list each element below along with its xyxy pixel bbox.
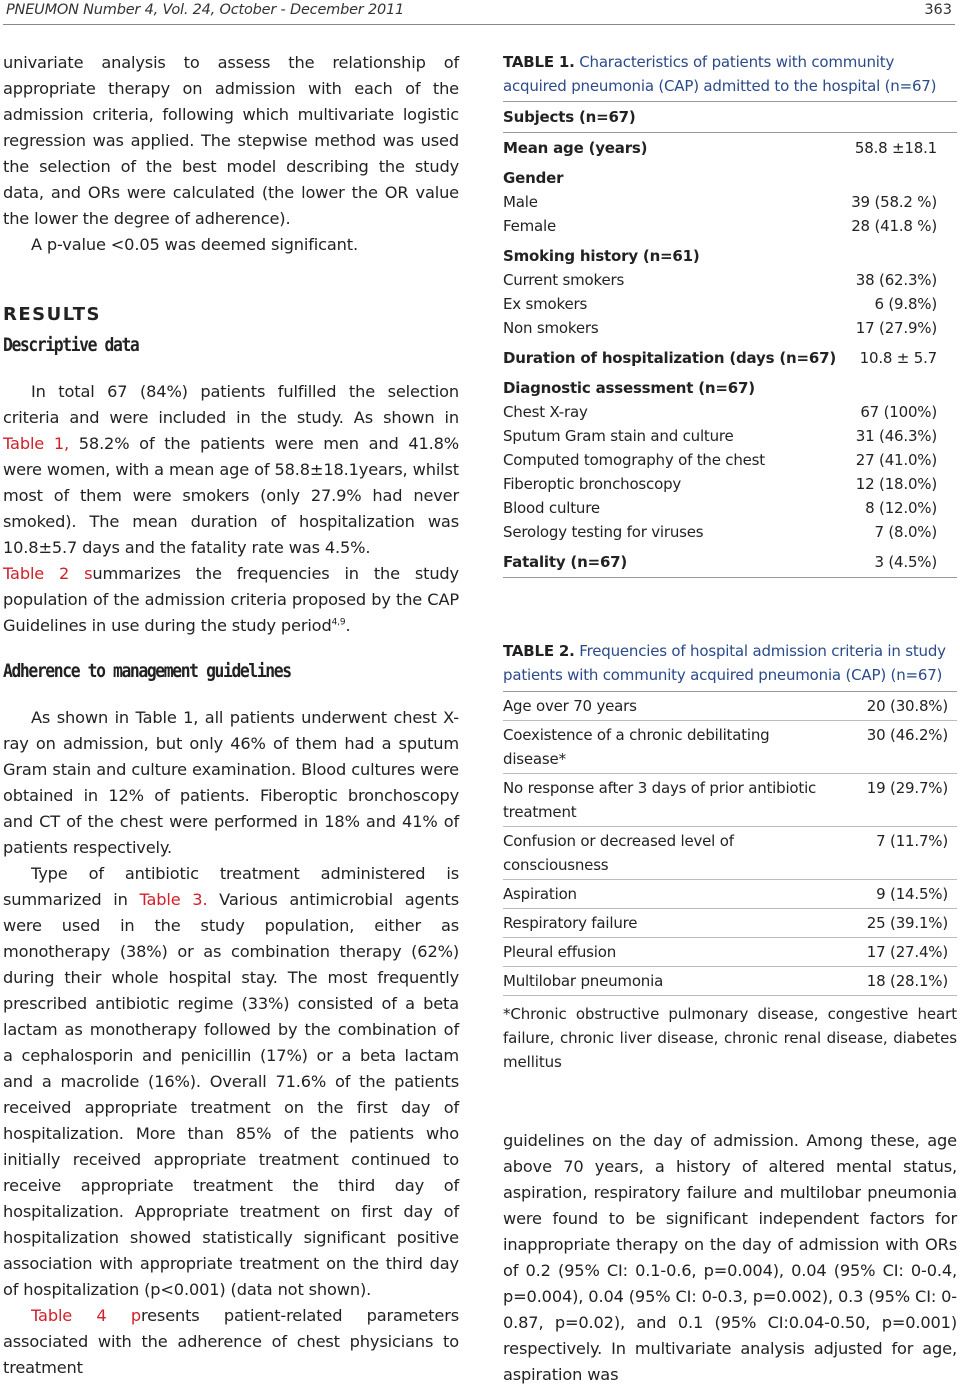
right-column	[503, 50, 957, 1388]
table1-row	[503, 268, 957, 292]
table2-row-value: 19 (29.7%)	[866, 779, 948, 797]
text: In total 67 (84%) patients fulfilled the selection criteria and were included in the study. As shown in	[3, 382, 459, 427]
table1-row	[503, 550, 957, 574]
text: Various antimicrobial agents were used in the study population, either as monotherapy (38%) or as combination therapy (62%) during their whole hospital stay. The most frequently prescribed antibiotic regime (33%) consisted of a beta lactam as monotherapy followed by the combination of a cephalosporin and penicillin (17%) or a beta lactam and a macrolide (16%). Overall 71.6% of the patients received appropriate treatment on the first day of hospitalization. More than 85% of the patients who initially received appropriate treatment continued to receive appropriate treatment the third day of hospitalization. Appropriate treatment on first day of hospitalization showed statistically significant positive association with appropriate treatment on the third day of hospitalization (p<0.001) (data not shown).	[3, 890, 459, 1299]
table1-row-value: 38 (62.3%)	[855, 271, 937, 289]
table1-row-value: 17 (27.9%)	[855, 319, 937, 337]
table1-row-label: Ex smokers	[503, 295, 588, 313]
table1-row-label: Female	[503, 217, 557, 235]
table1-row	[503, 376, 957, 400]
table1-row-label: Chest X-ray	[503, 403, 588, 421]
table1-row	[503, 400, 957, 424]
table2-row	[503, 967, 957, 996]
table1-row	[503, 166, 957, 190]
table1-row-value: 8 (12.0%)	[865, 499, 937, 517]
table2-row-value: 9 (14.5%)	[876, 885, 948, 903]
table1-row-label: Mean age (years)	[503, 139, 648, 157]
table1-row-label: Fatality (n=67)	[503, 553, 628, 571]
table1-row-value: 27 (41.0%)	[855, 451, 937, 469]
table2-row-label: Coexistence of a chronic debilitating disease*	[503, 726, 770, 768]
table2-row	[503, 880, 957, 909]
table1-row-value: 7 (8.0%)	[874, 523, 937, 541]
table2-link[interactable]: Table 2 s	[3, 564, 93, 583]
table3-link[interactable]: Table 3.	[139, 890, 208, 909]
paragraph-multivariate: guidelines on the day of admission. Among these, age above 70 years, a history of altered mental status, aspiration, respiratory failure and multilobar pneumonia were found to be significant independent factors for inappropriate therapy on the day of admission with ORs of 0.2 (95% CI: 0.1-0.6, p=0.004), 0.04 (95% CI: 0-0.4, p=0.004), 0.04 (95% CI: 0-0.3, p=0.002), 0.3 (95% CI: 0-0.87, p=0.02), and 0.1 (95% CI:0.04-0.50, p=0.001) respectively. In multivariate analysis adjusted for age, aspiration was	[503, 1131, 957, 1384]
table2-row-value: 25 (39.1%)	[866, 914, 948, 932]
table1-row	[503, 292, 957, 316]
table2-row	[503, 827, 957, 880]
section-heading-results: RESULTS	[3, 304, 101, 325]
table1-row-label: Sputum Gram stain and culture	[503, 427, 734, 445]
page-number: 363	[924, 2, 952, 18]
table2-footnote: *Chronic obstructive pulmonary disease, congestive heart failure, chronic liver disease, chronic renal disease, diabetes mellitus	[503, 1005, 957, 1071]
table1-row-label: Male	[503, 193, 538, 211]
table2-row	[503, 774, 957, 827]
table2-row-value: 18 (28.1%)	[866, 972, 948, 990]
table2-row-label: Pleural effusion	[503, 943, 617, 961]
table2-row-label: Multilobar pneumonia	[503, 972, 664, 990]
table1-row-value: 12 (18.0%)	[855, 475, 937, 493]
table1-subjects: Subjects (n=67)	[503, 108, 636, 126]
table2-row	[503, 938, 957, 967]
table-rule	[503, 577, 957, 578]
table2-row-value: 20 (30.8%)	[866, 697, 948, 715]
table1-row-value: 31 (46.3%)	[855, 427, 937, 445]
table2-row-label: Respiratory failure	[503, 914, 638, 932]
paragraph-methods: univariate analysis to assess the relationship of appropriate therapy on admission with each of the admission criteria, following which multivariate logistic regression was applied. The stepwise method was used the selection of the best model describing the study data, and ORs were calculated (the lower the OR value the lower the degree of adherence).	[3, 53, 459, 228]
table1-row	[503, 190, 957, 214]
table1-row	[503, 472, 957, 496]
table1-row-label: Blood culture	[503, 499, 600, 517]
citation: 4,9	[331, 617, 346, 628]
text: resents patient-related parameters associated with the adherence of chest physicians to treatment	[3, 1306, 460, 1377]
table1-row	[503, 214, 957, 238]
table2-row	[503, 909, 957, 938]
table2-row-label: Aspiration	[503, 885, 577, 903]
table1-row-label: Smoking history (n=61)	[503, 247, 700, 265]
paragraph-antibiotic	[3, 861, 459, 1303]
table2-row	[503, 721, 957, 774]
table2	[503, 692, 957, 996]
text: .	[345, 616, 351, 635]
table1-row	[503, 520, 957, 544]
table1-row-value: 10.8 ± 5.7	[859, 349, 937, 367]
paragraph-descriptive	[3, 379, 459, 561]
table2-caption-text: Frequencies of hospital admission criteria in study patients with community acquired pneumonia (CAP) (n=67)	[503, 642, 946, 684]
table1-row-label: Gender	[503, 169, 564, 187]
table1-row-value: 67 (100%)	[860, 403, 937, 421]
subheading-descriptive: Descriptive data	[3, 334, 139, 356]
paragraph-table2	[3, 561, 459, 639]
text: ummarizes the frequencies in the study population of the admission criteria proposed by the CAP Guidelines in use during the study period	[3, 564, 459, 635]
table2-row-value: 30 (46.2%)	[866, 726, 948, 744]
table1	[503, 136, 957, 574]
journal-title: PNEUMON Number 4, Vol. 24, October - December 2011	[6, 2, 405, 18]
table2-row-label: Confusion or decreased level of consciousness	[503, 832, 734, 874]
header-rule	[3, 24, 955, 25]
table1-caption-text: Characteristics of patients with community acquired pneumonia (CAP) admitted to the hospital (n=67)	[503, 53, 937, 95]
table1-row-value: 39 (58.2 %)	[851, 193, 937, 211]
table2-row	[503, 692, 957, 721]
text: 58.2% of the patients were men and 41.8% were women, with a mean age of 58.8±18.1years, whilst most of them were smokers (only 27.9% had never smoked). The mean duration of hospitalization was 10.8±5.7 days and the fatality rate was 4.5%.	[3, 434, 460, 557]
paragraph-adherence: As shown in Table 1, all patients underwent chest X-ray on admission, but only 46% of them had a sputum Gram stain and culture examination. Blood cultures were obtained in 12% of patients. Fiberoptic bronchoscopy and CT of the chest were performed in 18% and 41% of patients respectively.	[3, 708, 459, 857]
table2-row-label: Age over 70 years	[503, 697, 637, 715]
table2-caption	[503, 639, 957, 687]
paragraph-pvalue: A p-value <0.05 was deemed significant.	[31, 235, 358, 254]
table2-row-value: 7 (11.7%)	[876, 832, 948, 850]
table1-row	[503, 316, 957, 340]
table1-row	[503, 244, 957, 268]
table-rule	[503, 101, 957, 102]
table2-row-label: No response after 3 days of prior antibiotic treatment	[503, 779, 817, 821]
table1-row	[503, 136, 957, 160]
table1-row-value: 6 (9.8%)	[874, 295, 937, 313]
table1-row	[503, 424, 957, 448]
table1-label: TABLE 1.	[503, 53, 575, 71]
table1-link[interactable]: Table 1,	[3, 434, 70, 453]
table1-row-value: 3 (4.5%)	[874, 553, 937, 571]
table1-row-label: Serology testing for viruses	[503, 523, 704, 541]
table1-row	[503, 346, 957, 370]
table1-row-label: Duration of hospitalization (days (n=67)	[503, 349, 836, 367]
table1-row	[503, 448, 957, 472]
table1-caption	[503, 50, 957, 98]
paragraph-table4	[3, 1303, 459, 1381]
text: Type of antibiotic treatment administered is summarized in	[3, 864, 459, 909]
table1-row-label: Diagnostic assessment (n=67)	[503, 379, 755, 397]
table1-row-label: Computed tomography of the chest	[503, 451, 765, 469]
page-header	[3, 0, 955, 24]
subheading-adherence: Adherence to management guidelines	[3, 660, 291, 682]
table1-row	[503, 496, 957, 520]
table2-row-value: 17 (27.4%)	[866, 943, 948, 961]
table2-label: TABLE 2.	[503, 642, 575, 660]
table1-row-value: 28 (41.8 %)	[851, 217, 937, 235]
table4-link[interactable]: Table 4 p	[31, 1306, 141, 1325]
table1-row-label: Non smokers	[503, 319, 599, 337]
table1-row-value: 58.8 ±18.1	[854, 139, 937, 157]
table1-row-label: Fiberoptic bronchoscopy	[503, 475, 682, 493]
table-rule	[503, 132, 957, 133]
table1-row-label: Current smokers	[503, 271, 625, 289]
left-column	[3, 50, 459, 1381]
